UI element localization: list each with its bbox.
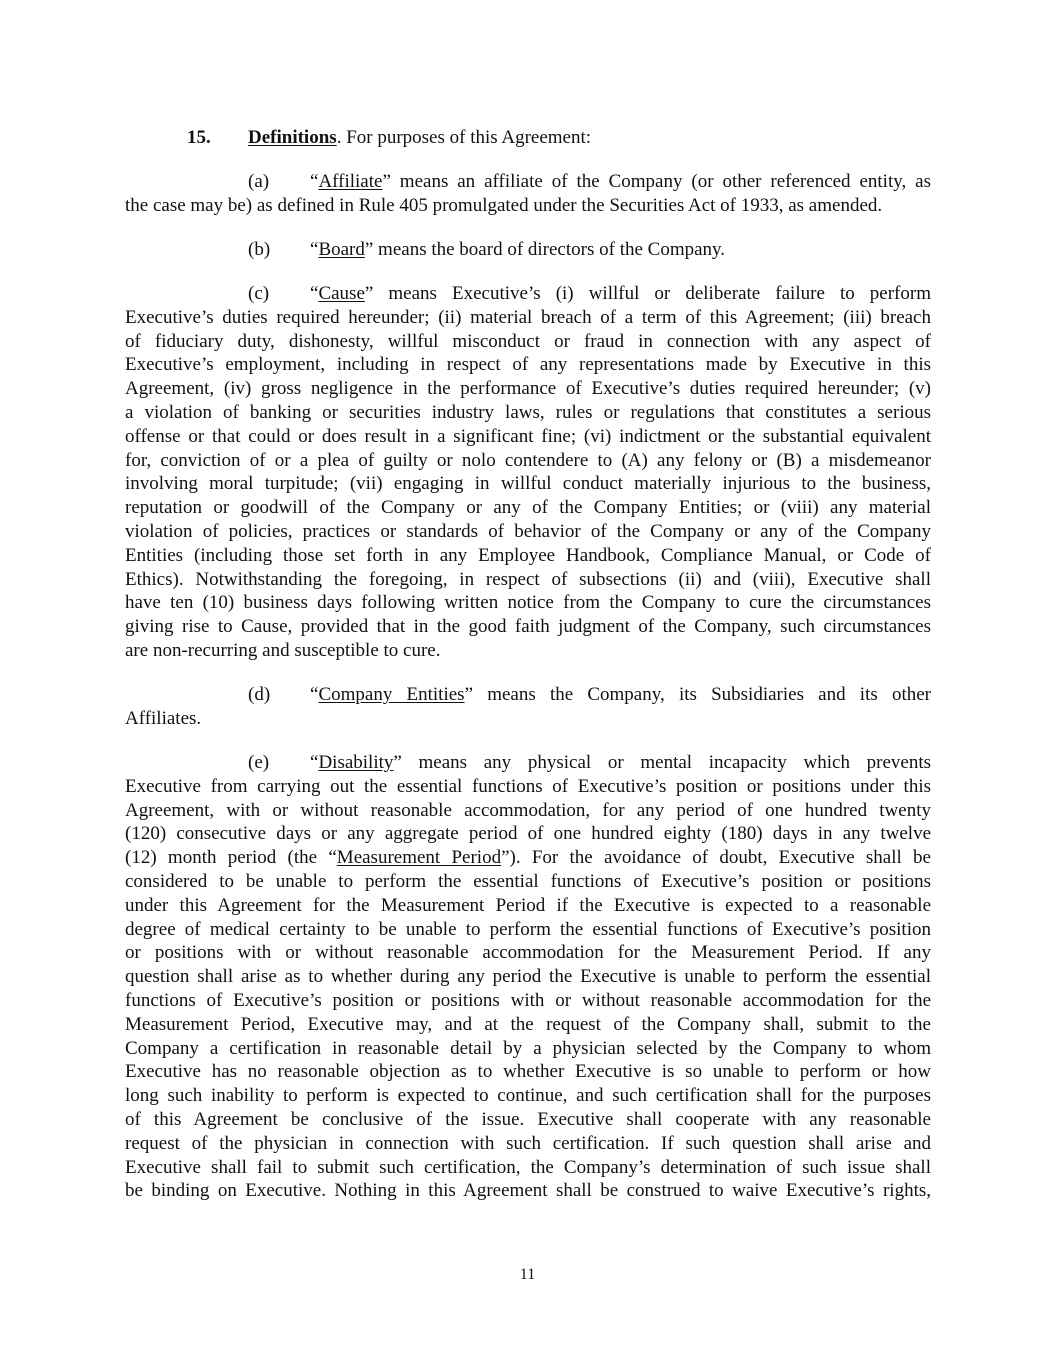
definition-a [125, 170, 931, 218]
text-segment: reputation or goodwill of the Company or any of the Company Entities; or (viii) any material [125, 497, 931, 519]
text-segment: giving rise to Cause, provided that in the good faith judgment of the Company, such circumstances [125, 616, 931, 638]
text-line [125, 965, 931, 989]
text-line [125, 194, 931, 218]
text-line [125, 377, 931, 401]
text-line [125, 639, 931, 663]
text-segment: Executive shall fail to submit such certification, the Company’s determination of such issue shall [125, 1156, 931, 1178]
open-quote: “ [310, 752, 319, 773]
definition-text: ” means an affiliate of the Company (or other referenced entity, as [382, 171, 931, 192]
definition-text: ” means the board of directors of the Company. [364, 239, 726, 260]
first-line-text [310, 751, 931, 775]
first-line-text [310, 683, 931, 707]
clause-label: (e) [248, 752, 270, 773]
defined-term: Company Entities [318, 684, 465, 705]
text-line [125, 330, 931, 354]
text-line [125, 1132, 931, 1156]
text-segment: long such inability to perform is expected to continue, and such certification shall for the purposes [125, 1085, 931, 1107]
clause-label: (b) [248, 239, 271, 260]
text-segment: of fiduciary duty, dishonesty, willful misconduct or fraud in connection with any aspect of [125, 330, 931, 352]
open-quote: “ [310, 684, 319, 705]
text-line [125, 472, 931, 496]
text-line [125, 1084, 931, 1108]
text-segment: Ethics). Notwithstanding the foregoing, in respect of subsections (ii) and (viii), Executive shall [125, 568, 931, 590]
text-segment: have ten (10) business days following written notice from the Company to cure the circumstances [125, 592, 931, 614]
first-line [125, 282, 931, 306]
text-segment: Agreement, with or without reasonable accommodation, for any period of one hundred twenty [125, 799, 931, 821]
text-line [125, 918, 931, 942]
text-segment: Executive from carrying out the essential functions of Executive’s position or positions under this [125, 775, 931, 797]
first-line [125, 683, 931, 707]
text-segment: Affiliates. [125, 707, 202, 729]
first-line-text [310, 170, 931, 194]
definition-e [125, 751, 931, 1203]
text-segment: (12) month period (the “ [125, 847, 337, 869]
section-number: 15. [187, 127, 211, 148]
text-segment: the case may be) as defined in Rule 405 promulgated under the Securities Act of 1933, as amended. [125, 194, 883, 216]
text-line [125, 1156, 931, 1180]
defined-term: Measurement Period [336, 847, 502, 869]
text-line [125, 353, 931, 377]
open-quote: “ [310, 171, 319, 192]
definition-text: ” means Executive’s (i) willful or deliberate failure to perform [364, 283, 931, 304]
clause-label: (c) [248, 283, 270, 304]
clause-label: (d) [248, 684, 271, 705]
text-segment: or positions with or without reasonable accommodation for the Measurement Period. If any [125, 942, 931, 964]
text-segment: Measurement Period, Executive may, and at the request of the Company shall, submit to the [125, 1013, 931, 1035]
text-segment: Company a certification in reasonable detail by a physician selected by the Company to whom [125, 1037, 931, 1059]
text-line [125, 425, 931, 449]
clause-label: (a) [248, 171, 270, 192]
text-line [125, 1108, 931, 1132]
text-segment: offense or that could or does result in a significant fine; (vi) indictment or the substantial equivalent [125, 425, 931, 447]
text-line [125, 1013, 931, 1037]
text-segment: violation of policies, practices or standards of behavior of the Company or any of the Company [125, 520, 931, 542]
definition-b [125, 238, 931, 262]
text-segment: functions of Executive’s position or positions with or without reasonable accommodation for the [125, 989, 931, 1011]
text-segment: a violation of banking or securities industry laws, rules or regulations that constitutes a serious [125, 401, 931, 423]
open-quote: “ [310, 283, 319, 304]
text-segment: be binding on Executive. Nothing in this Agreement shall be construed to waive Executive’s rights, [125, 1180, 931, 1202]
definition-text: ” means the Company, its Subsidiaries and its other [464, 684, 931, 705]
defined-term: Affiliate [318, 171, 383, 192]
text-line [125, 799, 931, 823]
text-line [125, 870, 931, 894]
open-quote: “ [310, 239, 319, 260]
text-line [125, 1037, 931, 1061]
text-segment: ”). For the avoidance of doubt, Executive shall be [501, 847, 931, 869]
text-segment: degree of medical certainty to be unable to perform the essential functions of Executive’s position [125, 918, 931, 940]
text-segment: are non-recurring and susceptible to cure. [125, 639, 441, 661]
text-line [125, 894, 931, 918]
text-line [125, 615, 931, 639]
text-segment: Executive’s employment, including in respect of any representations made by Executive in this [125, 354, 931, 376]
text-line [125, 846, 931, 870]
first-line-text [310, 282, 931, 306]
text-line [125, 568, 931, 592]
text-line [125, 775, 931, 799]
text-line [125, 941, 931, 965]
first-line [125, 238, 931, 262]
defined-term: Cause [318, 283, 365, 304]
text-segment: of this Agreement be conclusive of the issue. Executive shall cooperate with any reasonable [125, 1108, 931, 1130]
text-line [125, 449, 931, 473]
definition-text: ” means any physical or mental incapacity which prevents [393, 752, 931, 773]
section-heading [187, 126, 887, 150]
text-line [125, 707, 931, 731]
text-segment: under this Agreement for the Measurement Period if the Executive is expected to a reasonable [125, 894, 931, 916]
text-segment: question shall arise as to whether during any period the Executive is unable to perform the essential [125, 966, 931, 988]
text-segment: Entities (including those set forth in any Employee Handbook, Compliance Manual, or Code of [125, 544, 931, 566]
text-segment: involving moral turpitude; (vii) engaging in willful conduct materially injurious to the business, [125, 473, 931, 495]
text-line [125, 591, 931, 615]
text-line [125, 401, 931, 425]
text-segment: Executive has no reasonable objection as to whether Executive is so unable to perform or how [125, 1061, 931, 1083]
text-line [125, 822, 931, 846]
text-line [125, 1060, 931, 1084]
text-line [125, 1179, 931, 1203]
text-segment: request of the physician in connection with such certification. If such question shall arise and [125, 1132, 931, 1154]
defined-term: Disability [318, 752, 394, 773]
section-intro: . For purposes of this Agreement: [336, 127, 592, 148]
text-segment: for, conviction of or a plea of guilty or nolo contendere to (A) any felony or (B) a misdemeanor [125, 449, 931, 471]
first-line-text [310, 238, 931, 262]
text-segment: Agreement, (iv) gross negligence in the performance of Executive’s duties required hereunder; (v) [125, 378, 931, 400]
first-line [125, 170, 931, 194]
text-line [125, 306, 931, 330]
section-title: Definitions [248, 127, 337, 148]
text-line [125, 496, 931, 520]
text-segment: (120) consecutive days or any aggregate period of one hundred eighty (180) days in any twelve [125, 823, 931, 845]
definition-c [125, 282, 931, 663]
definition-d [125, 683, 931, 731]
text-line [125, 989, 931, 1013]
text-line [125, 544, 931, 568]
defined-term: Board [318, 239, 365, 260]
text-segment: considered to be unable to perform the essential functions of Executive’s position or positions [125, 870, 931, 892]
text-line [125, 520, 931, 544]
text-segment: Executive’s duties required hereunder; (ii) material breach of a term of this Agreement; (iii) breach [125, 306, 931, 328]
page-number: 11 [519, 1266, 536, 1283]
first-line [125, 751, 931, 775]
